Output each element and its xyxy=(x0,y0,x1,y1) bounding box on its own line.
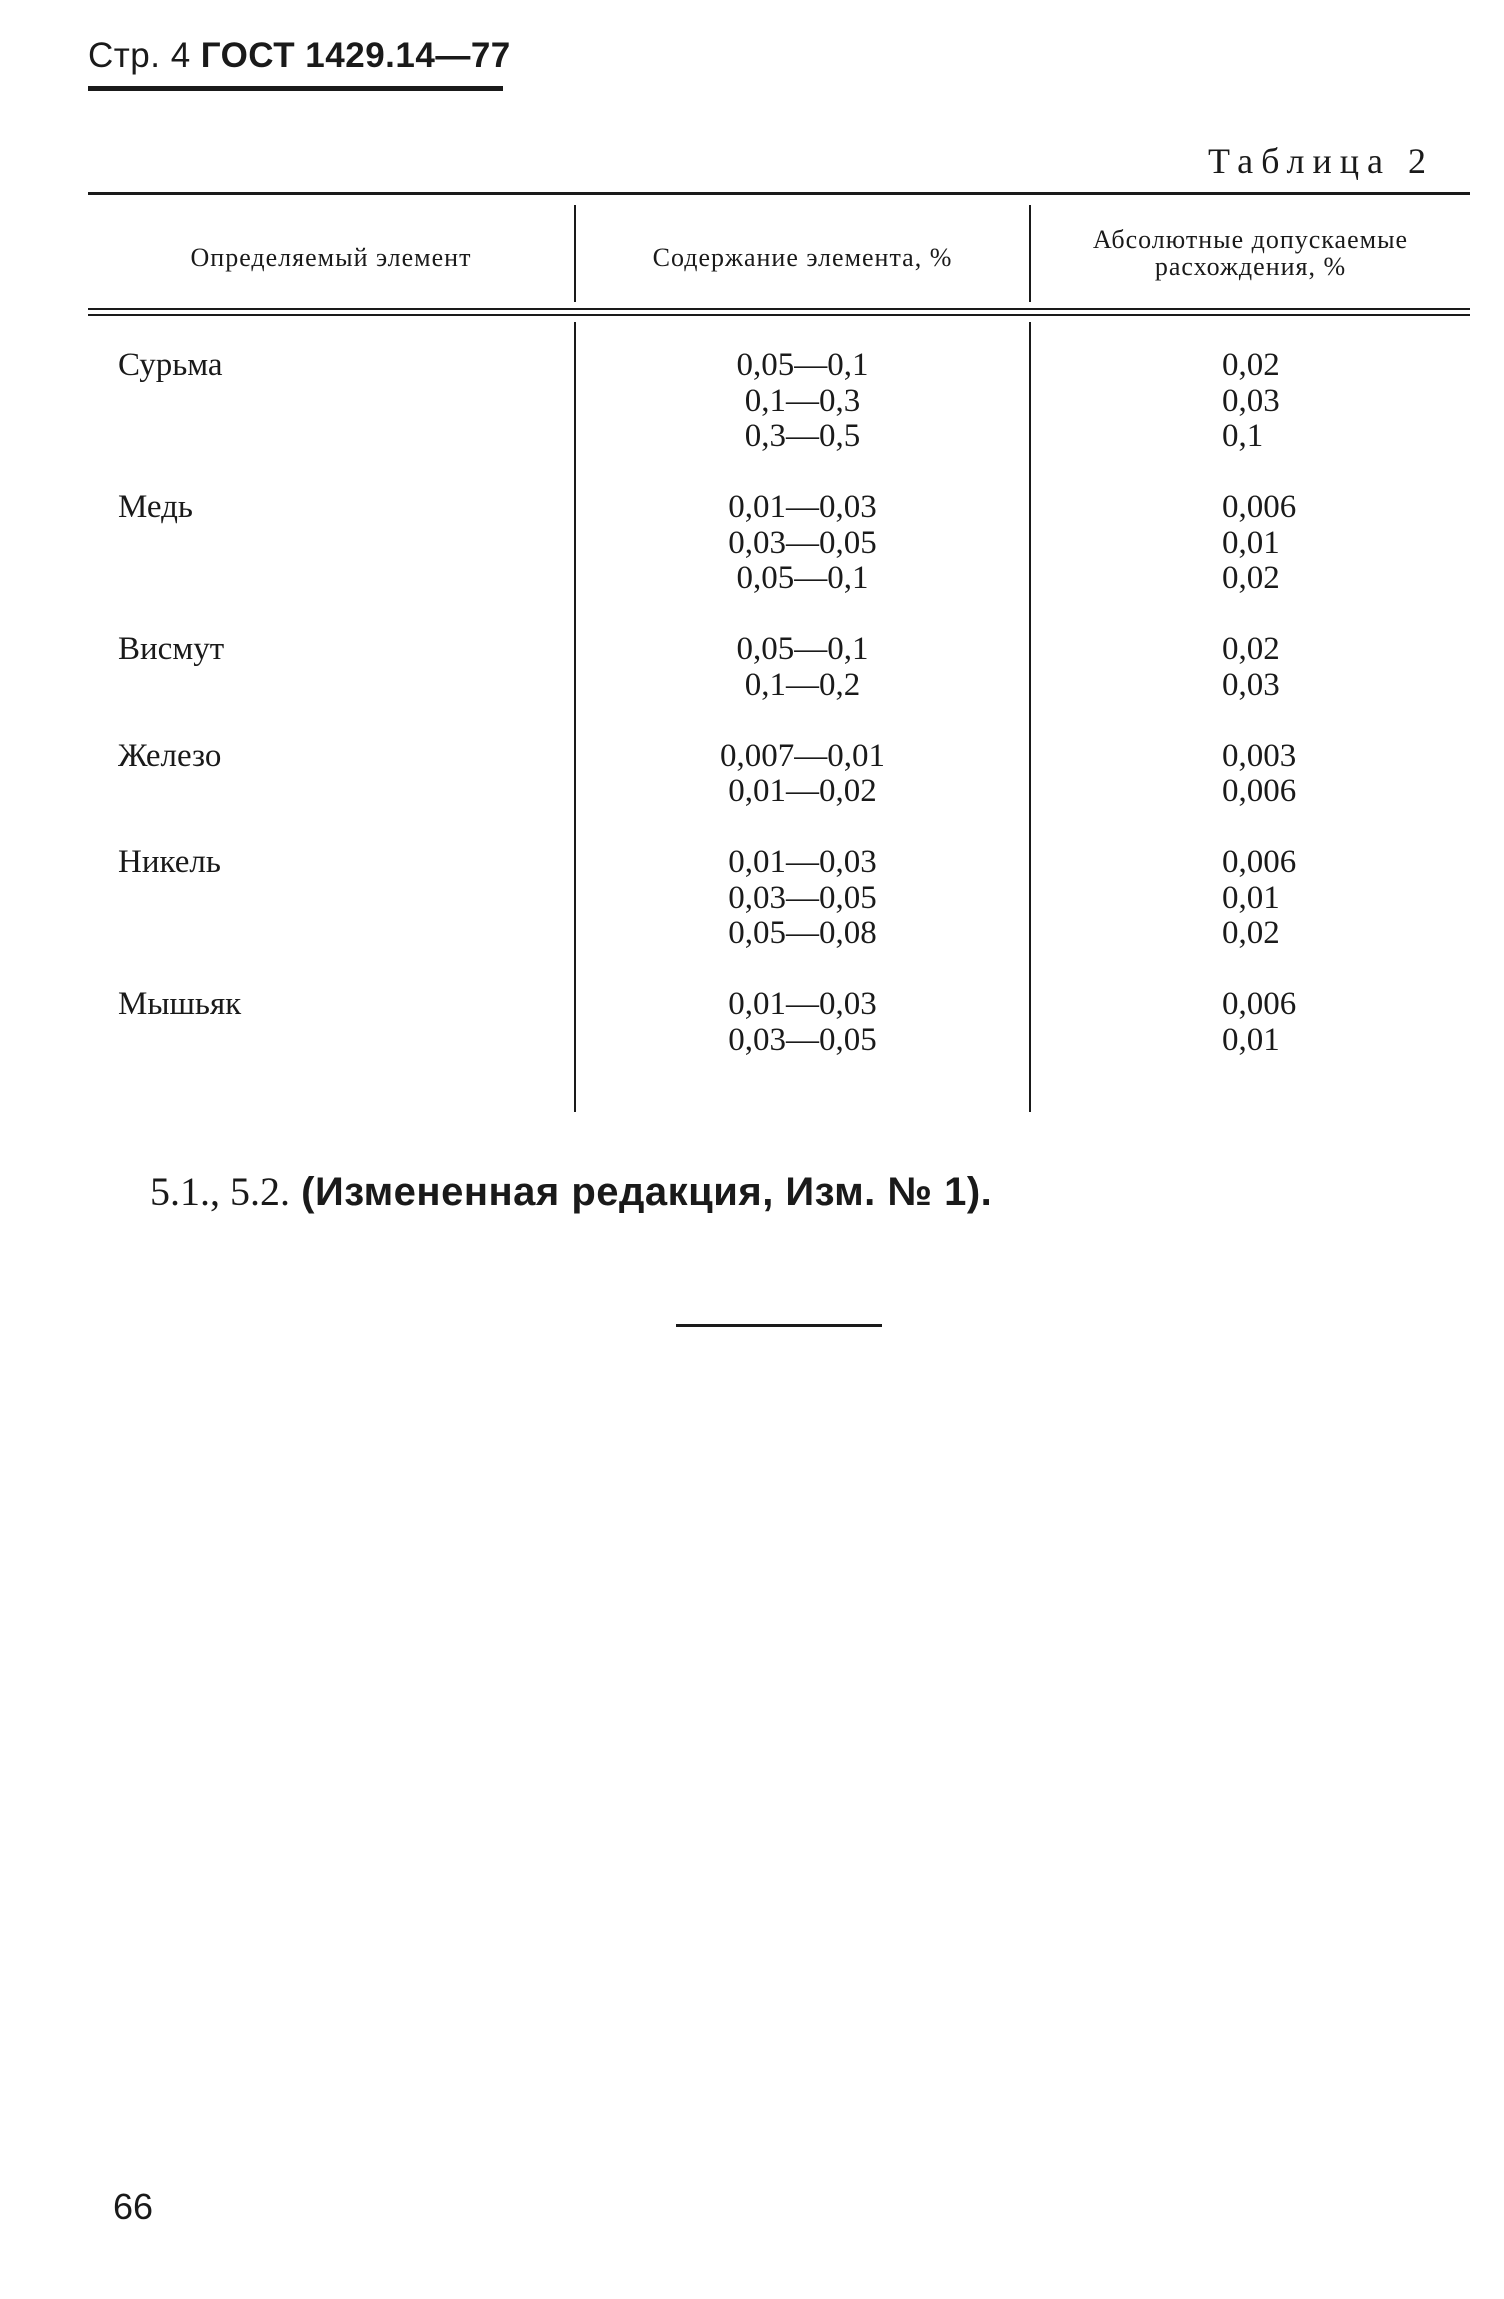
tolerance-value: 0,006 xyxy=(1222,986,1297,1022)
header-double-rule xyxy=(88,314,1470,316)
header-double-rule xyxy=(88,308,1470,310)
element-name: Сурьма xyxy=(118,347,223,383)
column-divider xyxy=(1029,205,1031,302)
content-ranges xyxy=(576,348,1029,455)
content-range: 0,3—0,5 xyxy=(744,418,861,454)
tolerance-value: 0,03 xyxy=(1222,666,1280,703)
table-body xyxy=(0,348,1504,1094)
tolerance-value: 0,01 xyxy=(1222,879,1280,916)
page-label: Стр. 4 xyxy=(88,36,191,75)
tolerance-value: 0,003 xyxy=(1222,737,1297,774)
content-range: 0,05—0,1 xyxy=(736,560,869,596)
content-range: 0,05—0,08 xyxy=(728,915,877,951)
content-range: 0,01—0,03 xyxy=(728,986,877,1022)
element-name: Железо xyxy=(118,737,222,774)
table-caption: Таблица 2 xyxy=(1208,141,1434,181)
tolerance-value: 0,02 xyxy=(1222,560,1280,596)
content-range: 0,007—0,01 xyxy=(720,737,885,774)
content-range: 0,01—0,03 xyxy=(728,844,877,880)
page-header xyxy=(88,36,511,76)
tolerance-value: 0,02 xyxy=(1222,631,1280,667)
standard-number: ГОСТ 1429.14—77 xyxy=(200,36,511,75)
tolerance-value: 0,1 xyxy=(1222,418,1264,454)
tolerance-value: 0,02 xyxy=(1222,915,1280,951)
content-range: 0,03—0,05 xyxy=(728,524,877,561)
table-row xyxy=(0,490,1504,632)
content-ranges xyxy=(576,987,1029,1058)
content-range: 0,1—0,3 xyxy=(744,382,861,419)
table-row xyxy=(0,987,1504,1094)
content-range: 0,05—0,1 xyxy=(736,631,869,667)
column-divider xyxy=(574,205,576,302)
tolerance-values xyxy=(1222,987,1296,1058)
tolerance-values xyxy=(1222,348,1280,455)
column-header-content: Содержание элемента, % xyxy=(652,243,953,272)
tolerance-value: 0,02 xyxy=(1222,347,1280,383)
end-rule xyxy=(676,1324,882,1327)
tolerance-values xyxy=(1222,632,1280,703)
content-range: 0,03—0,05 xyxy=(728,879,877,916)
table-top-rule xyxy=(88,192,1470,195)
note-text: (Измененная редакция, Изм. № 1). xyxy=(301,1170,993,1214)
table-row xyxy=(0,739,1504,846)
element-name: Висмут xyxy=(118,631,225,667)
column-header-tolerance: Абсолютные допускаемые расхождения, % xyxy=(1092,225,1409,281)
tolerance-values xyxy=(1222,845,1296,952)
content-range: 0,03—0,05 xyxy=(728,1021,877,1058)
content-ranges xyxy=(576,845,1029,952)
tolerance-value: 0,01 xyxy=(1222,1021,1280,1058)
element-name: Никель xyxy=(118,844,221,880)
content-range: 0,05—0,1 xyxy=(736,347,869,383)
page-number: 66 xyxy=(113,2186,154,2227)
element-name: Мышьяк xyxy=(118,986,242,1022)
element-name: Медь xyxy=(118,489,193,525)
table-row xyxy=(0,845,1504,987)
amendment-note xyxy=(150,1168,992,1215)
content-range: 0,1—0,2 xyxy=(744,666,861,703)
tolerance-value: 0,01 xyxy=(1222,524,1280,561)
table-row xyxy=(0,348,1504,490)
header-rule xyxy=(88,86,503,91)
tolerance-value: 0,03 xyxy=(1222,382,1280,419)
tolerance-value: 0,006 xyxy=(1222,844,1297,880)
tolerance-values xyxy=(1222,490,1296,597)
content-range: 0,01—0,03 xyxy=(728,489,877,525)
content-ranges xyxy=(576,739,1029,810)
content-ranges xyxy=(576,632,1029,703)
content-ranges xyxy=(576,490,1029,597)
table-row xyxy=(0,632,1504,739)
tolerance-values xyxy=(1222,739,1296,810)
content-range: 0,01—0,02 xyxy=(728,773,877,809)
tolerance-value: 0,006 xyxy=(1222,489,1297,525)
column-header-element: Определяемый элемент xyxy=(190,243,472,272)
note-points: 5.1., 5.2. xyxy=(150,1169,290,1214)
tolerance-value: 0,006 xyxy=(1222,773,1297,809)
